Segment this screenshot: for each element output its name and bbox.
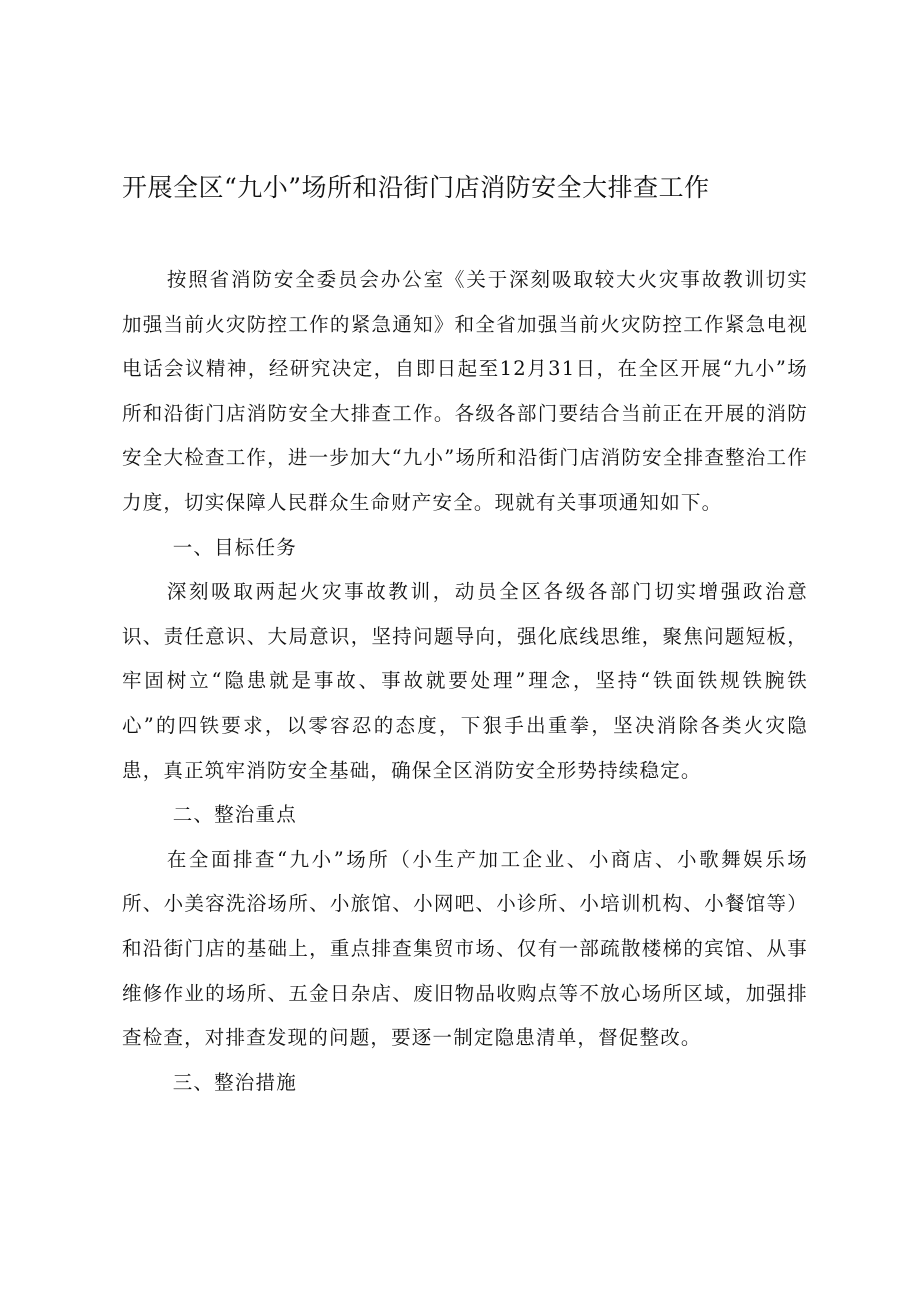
section-heading-focus: 二、整治重点 bbox=[172, 803, 297, 827]
section-heading-measures: 三、整治措施 bbox=[172, 1070, 297, 1094]
document-body bbox=[122, 258, 808, 1105]
section-paragraph-goals: 深刻吸取两起火灾事故教训，动员全区各级各部门切实增强政治意识、责任意识、大局意识，坚持问题导向，强化底线思维，聚焦问题短板，牢固树立“隐患就是事故、事故就要处理”理念，坚持“铁面铁规铁腕铁心”的四铁要求，以零容忍的态度，下狠手出重拳，坚决消除各类火灾隐患，真正筑牢消防安全基础，确保全区消防安全形势持续稳定。 bbox=[122, 580, 808, 782]
intro-paragraph: 按照省消防安全委员会办公室《关于深刻吸取较大火灾事故教训切实加强当前火灾防控工作的紧急通知》和全省加强当前火灾防控工作紧急电视电话会议精神，经研究决定，自即日起至12月31日，在全区开展“九小”场所和沿街门店消防安全大排查工作。各级各部门要结合当前正在开展的消防安全大检查工作，进一步加大“九小”场所和沿街门店消防安全排查整治工作力度，切实保障人民群众生命财产安全。现就有关事项通知如下。 bbox=[122, 268, 808, 514]
section-paragraph-focus: 在全面排查“九小”场所（小生产加工企业、小商店、小歌舞娱乐场所、小美容洗浴场所、小旅馆、小网吧、小诊所、小培训机构、小餐馆等）和沿街门店的基础上，重点排查集贸市场、仅有一部疏散楼梯的宾馆、从事维修作业的场所、五金日杂店、废旧物品收购点等不放心场所区域，加强排查检查，对排查发现的问题，要逐一制定隐患清单，督促整改。 bbox=[122, 847, 808, 1050]
document-title: 开展全区“九小”场所和沿街门店消防安全大排查工作 bbox=[122, 173, 710, 202]
section-heading-goals: 一、目标任务 bbox=[172, 535, 297, 559]
